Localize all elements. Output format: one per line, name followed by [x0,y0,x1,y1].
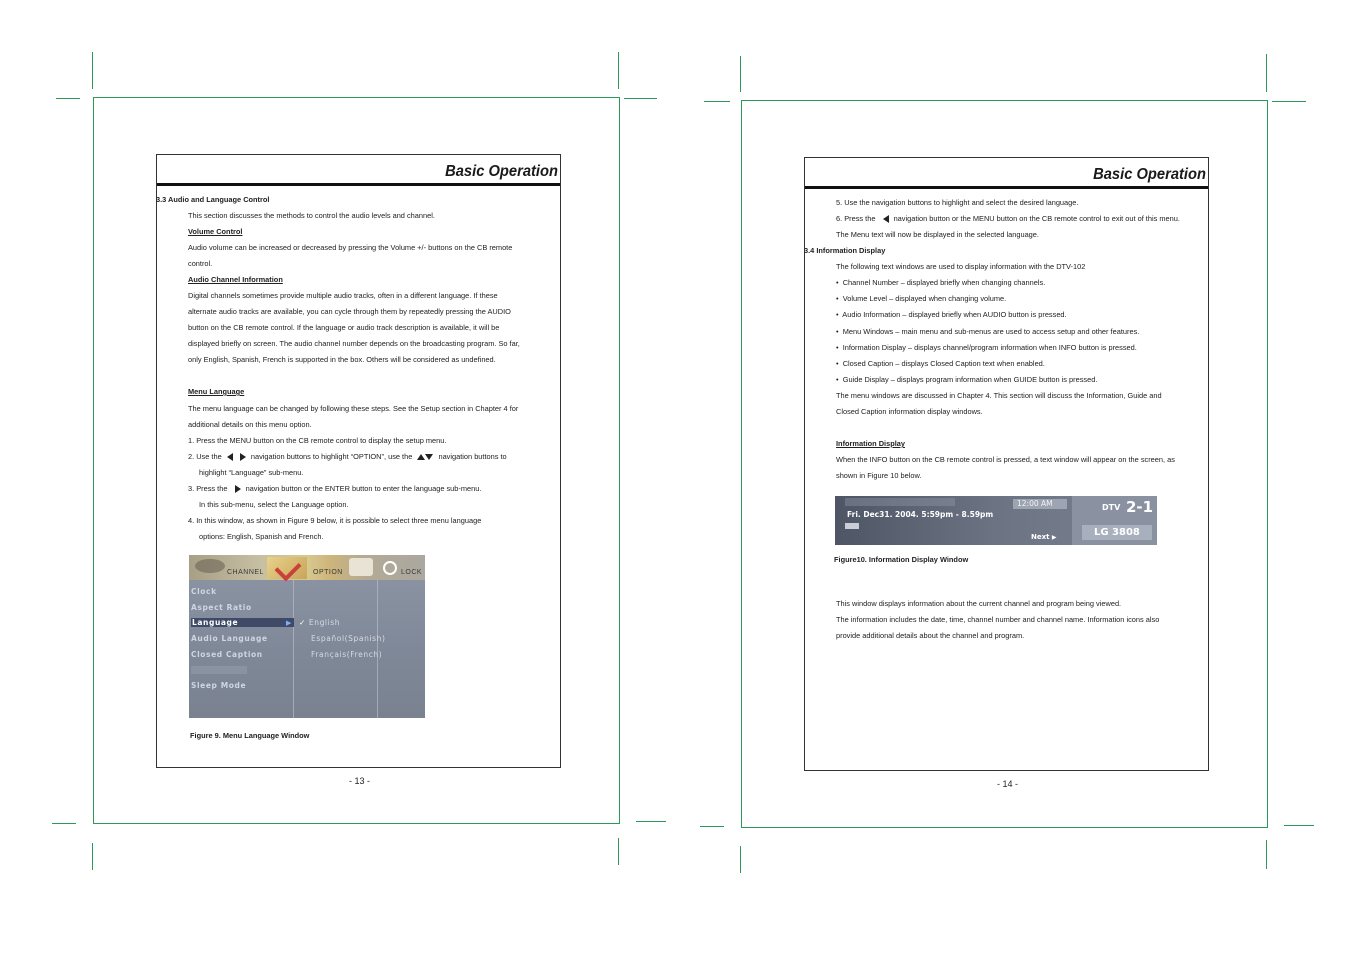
step-2-cont: highlight “Language” sub-menu. [199,468,304,477]
option-french[interactable]: Français(French) [311,650,383,659]
arrow-left-icon [227,453,233,461]
header-rule [157,183,560,186]
step-4: 4. In this window, as shown in Figure 9 below, it is possible to select three menu language [188,516,482,525]
tab-lock[interactable]: LOCK [401,569,423,576]
crop-mark [618,52,619,89]
body-line: control. [188,259,213,268]
step-2 [188,452,507,461]
crop-mark [1272,101,1306,102]
menu-item-disabled [191,666,247,674]
chevron-right-icon: ▶ [286,619,292,627]
header-rule [805,186,1208,189]
menu-item-aspect-ratio[interactable]: Aspect Ratio [191,603,252,612]
step-2-part: navigation buttons to [438,452,507,461]
bullet-text: Channel Number – displayed briefly when changing channels. [842,278,1046,287]
step-2-part: 2. Use the [188,452,222,461]
menu-item-label: Language [192,618,239,627]
bullet-item: • Audio Information – displayed briefly when AUDIO button is pressed. [836,310,1067,319]
channel-number: 2-1 [1126,498,1154,516]
arrow-right-icon [235,485,241,493]
section-title: 3.3 Audio and Language Control [156,195,270,204]
menu-item-closed-caption[interactable]: Closed Caption [191,650,263,659]
step-3-part: navigation button or the ENTER button to enter the language sub-menu. [245,484,482,493]
checkmark-icon: ✓ [299,618,306,627]
tab-option[interactable]: OPTION [313,569,343,576]
clock-time: 12:00 AM [1017,499,1053,508]
crop-mark [740,56,741,92]
option-spanish[interactable]: Español(Spanish) [311,634,386,643]
bullet-item: • Channel Number – displayed briefly when changing channels. [836,278,1046,287]
page-number: - 14 - [997,779,1019,789]
next-label: Next [1031,533,1050,541]
body-line: The menu windows are discussed in Chapter 4. This section will discuss the Information, Guide and [836,391,1162,400]
dtv-label: DTV [1102,503,1121,512]
menu-item-audio-language[interactable]: Audio Language [191,634,268,643]
option-label: English [308,618,341,627]
menu-language-screenshot [189,555,425,718]
step-3 [188,484,481,493]
bullet-text: Information Display – displays channel/program information when INFO button is pressed. [842,343,1137,352]
channel-panel [1072,496,1157,545]
body-line: The information includes the date, time, channel number and channel name. Information icons also [836,615,1160,624]
option-english[interactable] [299,618,340,627]
intro-text: This section discusses the methods to control the audio levels and channel. [188,211,435,220]
info-display-heading: Information Display [836,439,905,448]
intro-text: The following text windows are used to display information with the DTV-102 [836,262,1086,271]
body-line: shown in Figure 10 below. [836,471,922,480]
satellite-dish-icon [195,559,225,573]
bullet-item: • Guide Display – displays program information when GUIDE button is pressed. [836,375,1098,384]
body-line: Digital channels sometimes provide multiple audio tracks, often in a different language. If these [188,291,498,300]
crop-mark [740,846,741,873]
body-line: When the INFO button on the CB remote control is pressed, a text window will appear on the screen, as [836,455,1175,464]
body-line: provide additional details about the channel and program. [836,631,1025,640]
step-6 [836,214,1180,223]
column-divider [377,580,378,718]
body-line: alternate audio tracks are available, you can cycle through them by repeatedly pressing the AUDIO [188,307,511,316]
column-divider [293,580,294,718]
body-line: additional details on this menu option. [188,420,312,429]
menu-item-sleep-mode[interactable]: Sleep Mode [191,681,247,690]
step-5: 5. Use the navigation buttons to highlight and select the desired language. [836,198,1079,207]
cc-icon [845,523,859,529]
arrow-left-icon [883,215,889,223]
program-time: Fri. Dec31. 2004. 5:59pm - 8.59pm [847,510,994,519]
menu-language-heading: Menu Language [188,387,245,396]
crop-mark [700,826,724,827]
step-6-part: 6. Press the [836,214,876,223]
body-line: Closed Caption information display windows. [836,407,983,416]
body-line: only English, Spanish, French is supported in the box. Others will be considered as undefined. [188,355,496,364]
crop-mark [1284,825,1314,826]
bullet-item: • Closed Caption – displays Closed Caption text when enabled. [836,359,1045,368]
menu-item-clock[interactable]: Clock [191,587,217,596]
tab-channel[interactable]: CHANNEL [227,569,264,576]
lock-tab-icon [349,558,373,576]
bullet-item: • Information Display – displays channel/program information when INFO button is pressed. [836,343,1137,352]
bullet-text: Menu Windows – main menu and sub-menus are used to access setup and other features. [842,327,1140,336]
crop-mark [1266,840,1267,869]
crop-mark [624,98,657,99]
page-number: - 13 - [349,776,371,786]
crop-mark [618,838,619,865]
header-title: Basic Operation [1093,166,1206,183]
bullet-text: Volume Level – displayed when changing volume. [842,294,1007,303]
bullet-text: Audio Information – displayed briefly when AUDIO button is pressed. [842,310,1067,319]
section-title: 3.4 Information Display [804,246,886,255]
step-3-part: 3. Press the [188,484,228,493]
bullet-text: Guide Display – displays program information when GUIDE button is pressed. [842,375,1098,384]
step-6-part: navigation button or the MENU button on the CB remote control to exit out of this menu. [893,214,1180,223]
arrow-down-icon [425,454,433,460]
header-title: Basic Operation [445,163,558,180]
figure-caption: Figure 9. Menu Language Window [190,731,310,740]
step-4-cont: options: English, Spanish and French. [199,532,324,541]
program-title-bar [845,498,955,506]
bullet-item: • Volume Level – displayed when changing volume. [836,294,1007,303]
body-line: Audio volume can be increased or decreased by pressing the Volume +/- buttons on the CB remote [188,243,513,252]
play-icon: ▶ [1051,534,1057,541]
step-6-cont: The Menu text will now be displayed in the selected language. [836,230,1039,239]
audio-channel-heading: Audio Channel Information [188,275,283,284]
crop-mark [636,821,666,822]
arrow-up-icon [417,454,425,460]
crop-mark [52,823,76,824]
step-1: 1. Press the MENU button on the CB remote control to display the setup menu. [188,436,447,445]
lock-icon [383,561,397,575]
body-line: This window displays information about the current channel and program being viewed. [836,599,1122,608]
station-name: LG 3808 [1094,527,1140,538]
volume-heading: Volume Control [188,227,243,236]
bullet-text: Closed Caption – displays Closed Caption text when enabled. [842,359,1045,368]
crop-mark [56,98,80,99]
body-line: button on the CB remote control. If the language or audio track description is available, it will be [188,323,500,332]
crop-mark [92,843,93,870]
figure-caption: Figure10. Information Display Window [834,555,969,564]
arrow-right-icon [240,453,246,461]
step-2-part: navigation buttons to highlight “OPTION”, use the [250,452,413,461]
step-3-cont: In this sub-menu, select the Language option. [199,500,349,509]
body-line: displayed briefly on screen. The audio channel number depends on the broadcasting program. So far, [188,339,520,348]
menu-tab-bar [189,555,425,580]
info-display-screenshot [835,496,1157,545]
bullet-item: • Menu Windows – main menu and sub-menus are used to access setup and other features. [836,327,1140,336]
crop-mark [1266,54,1267,92]
crop-mark [704,101,730,102]
crop-mark [92,52,93,89]
body-line: The menu language can be changed by following these steps. See the Setup section in Chapter 4 for [188,404,519,413]
next-button[interactable] [1031,533,1057,541]
menu-item-language[interactable] [191,618,294,627]
